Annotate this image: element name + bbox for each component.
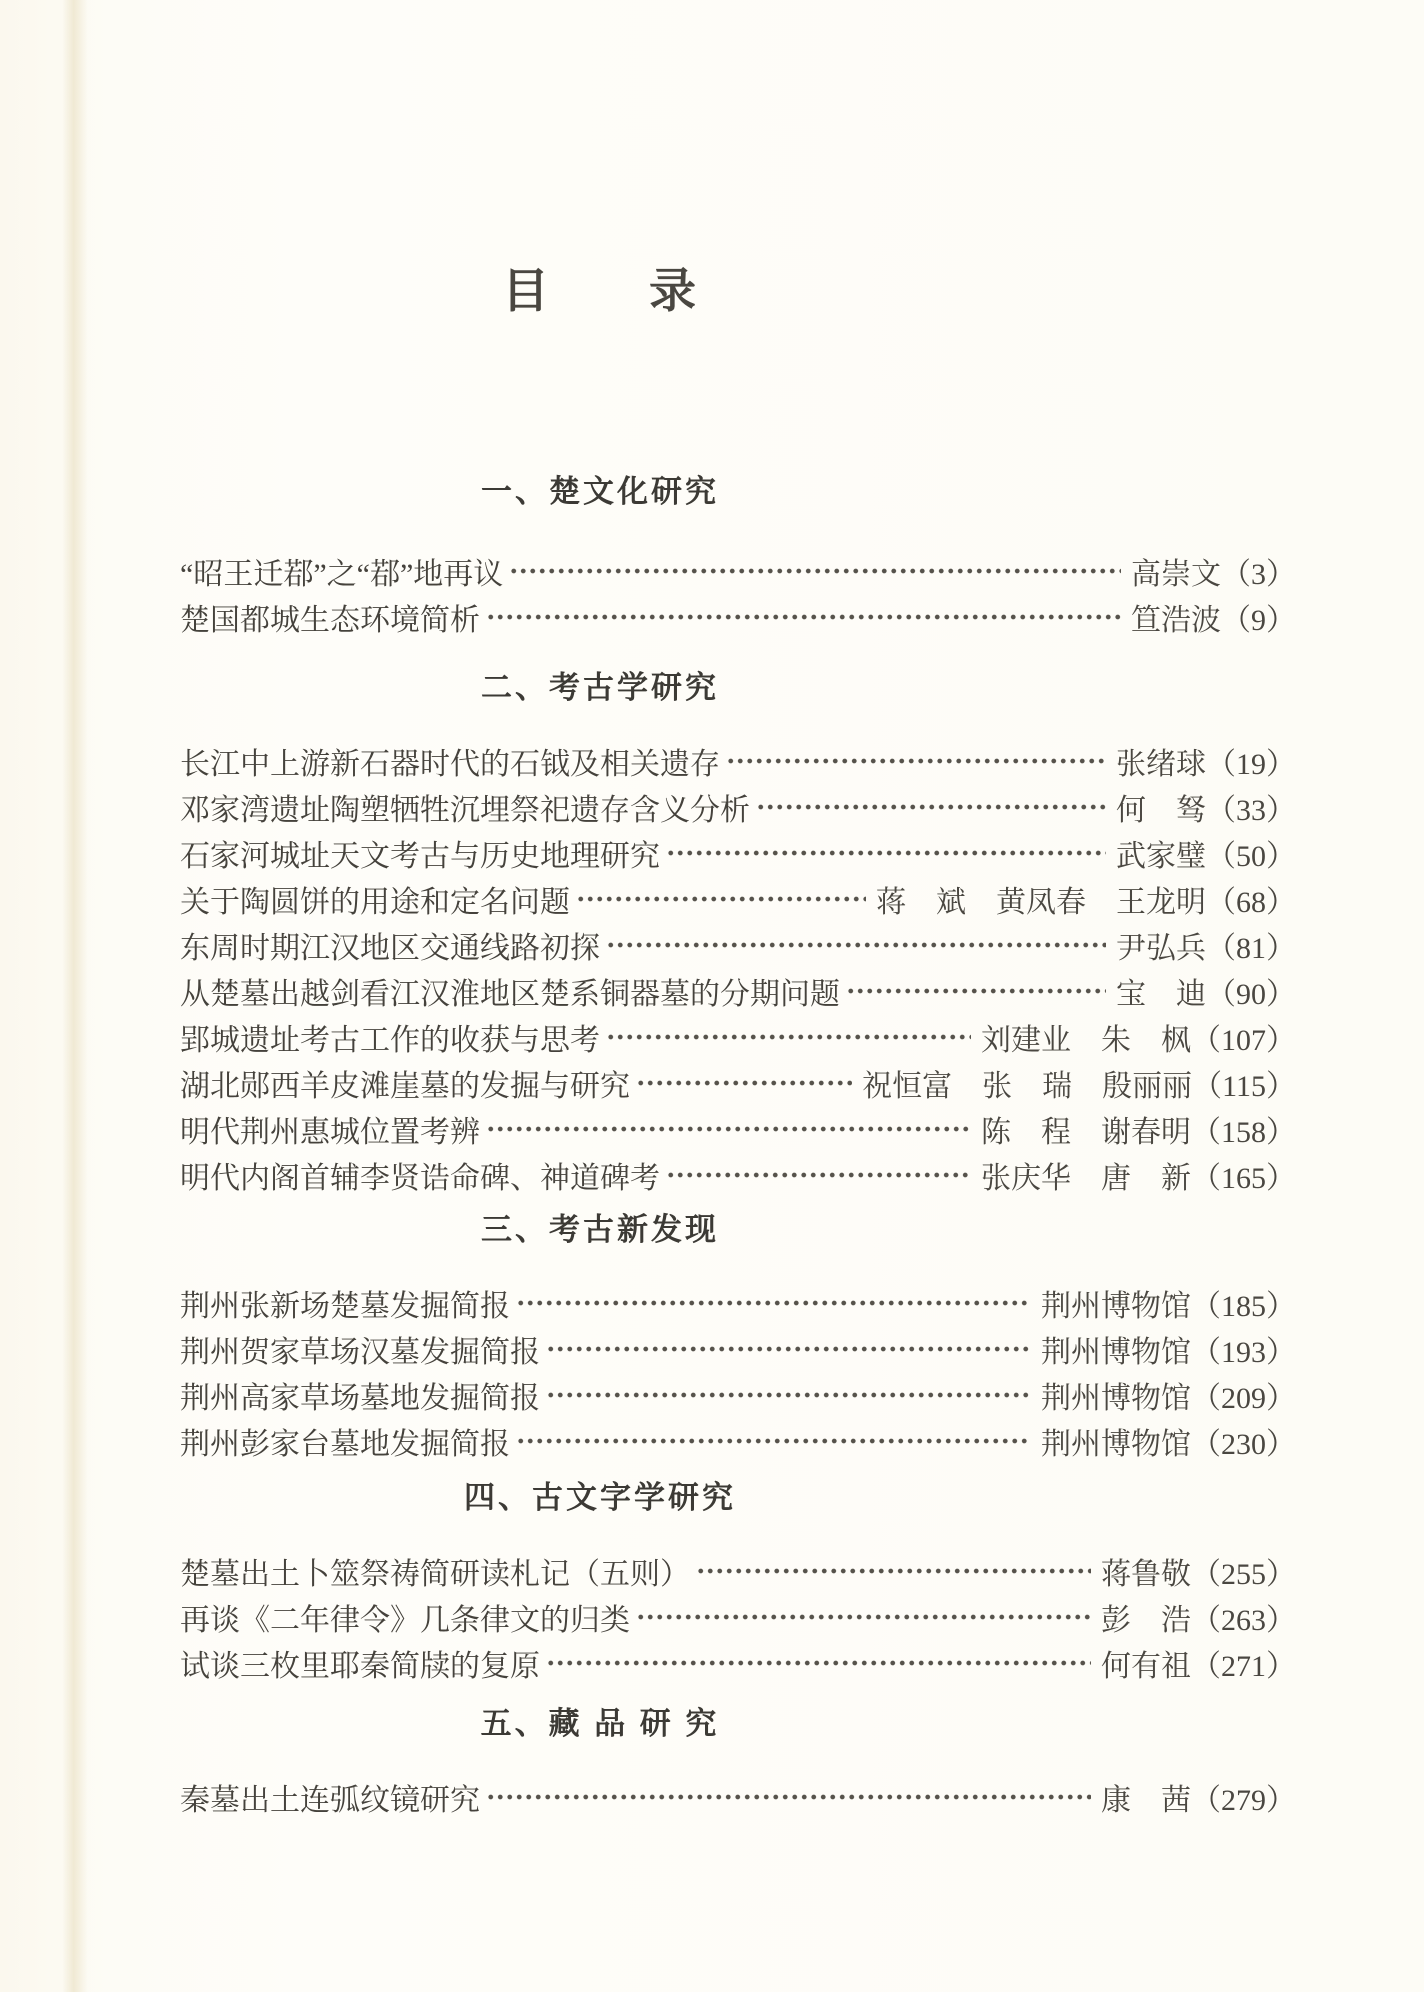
toc-entry — [180, 1106, 1296, 1152]
entry-author-page: 张庆华 唐 新（165） — [981, 1162, 1296, 1195]
dot-leader — [486, 1106, 971, 1152]
entry-title: 石家河城址天文考古与历史地理研究 — [180, 840, 660, 873]
entry-author-page: 荆州博物馆（185） — [1041, 1290, 1296, 1323]
entry-author-page: 笪浩波（9） — [1131, 604, 1296, 637]
toc-entry — [180, 1774, 1296, 1820]
entry-title: 荆州贺家草场汉墓发掘简报 — [180, 1336, 540, 1369]
entry-author-page: 武家璧（50） — [1116, 840, 1296, 873]
toc-section — [180, 1210, 1296, 1464]
dot-leader — [846, 968, 1106, 1014]
toc-entry — [180, 1594, 1296, 1640]
entry-author-page: 宝 迪（90） — [1116, 978, 1296, 1011]
entry-author-page: 康 茜（279） — [1101, 1784, 1296, 1817]
toc-section — [180, 472, 1296, 640]
toc-section — [180, 1704, 1296, 1820]
entry-title: 郢城遗址考古工作的收获与思考 — [180, 1024, 600, 1057]
dot-leader — [546, 1640, 1091, 1686]
dot-leader — [546, 1326, 1031, 1372]
toc-entry — [180, 594, 1296, 640]
section-entries — [180, 1774, 1296, 1820]
entry-title: 湖北郧西羊皮滩崖墓的发掘与研究 — [180, 1070, 630, 1103]
toc-section — [180, 1478, 1296, 1686]
entry-title: 从楚墓出越剑看江汉淮地区楚系铜器墓的分期问题 — [180, 978, 840, 1011]
toc-entry — [180, 738, 1296, 784]
toc-entry — [180, 968, 1296, 1014]
entry-author-page: 何 驽（33） — [1116, 794, 1296, 827]
entry-title: 荆州张新场楚墓发掘简报 — [180, 1290, 510, 1323]
dot-leader — [576, 876, 866, 922]
toc-sections — [180, 472, 1296, 1820]
entry-author-page: 陈 程 谢春明（158） — [981, 1116, 1296, 1149]
toc-entry — [180, 1326, 1296, 1372]
entry-author-page: 刘建业 朱 枫（107） — [981, 1024, 1296, 1057]
toc-entry — [180, 1418, 1296, 1464]
dot-leader — [486, 1774, 1091, 1820]
toc-entry — [180, 922, 1296, 968]
toc-entry — [180, 1060, 1296, 1106]
section-entries — [180, 1548, 1296, 1686]
section-entries — [180, 548, 1296, 640]
toc-entry — [180, 1372, 1296, 1418]
toc-entry — [180, 1640, 1296, 1686]
dot-leader — [726, 738, 1106, 784]
toc-entry — [180, 830, 1296, 876]
toc-entry — [180, 1152, 1296, 1198]
section-heading: 二、考古学研究 — [481, 670, 719, 705]
section-heading: 三、考古新发现 — [481, 1212, 719, 1247]
entry-author-page: 张绪球（19） — [1116, 748, 1296, 781]
entry-author-page: 何有祖（271） — [1101, 1650, 1296, 1683]
toc-entry — [180, 1014, 1296, 1060]
toc-entry — [180, 1280, 1296, 1326]
dot-leader — [606, 1014, 971, 1060]
dot-leader — [516, 1280, 1031, 1326]
entry-author-page: 蒋 斌 黄凤春 王龙明（68） — [876, 886, 1296, 919]
entry-title: “昭王迁鄀”之“鄀”地再议 — [180, 558, 504, 591]
entry-author-page: 蒋鲁敬（255） — [1101, 1558, 1296, 1591]
dot-leader — [606, 922, 1106, 968]
dot-leader — [516, 1418, 1031, 1464]
entry-author-page: 彭 浩（263） — [1101, 1604, 1296, 1637]
entry-title: 楚国都城生态环境简析 — [180, 604, 480, 637]
dot-leader — [666, 830, 1106, 876]
section-entries — [180, 1280, 1296, 1464]
dot-leader — [486, 594, 1121, 640]
dot-leader — [636, 1060, 852, 1106]
section-entries — [180, 738, 1296, 1198]
entry-author-page: 尹弘兵（81） — [1116, 932, 1296, 965]
toc-entry — [180, 784, 1296, 830]
entry-title: 荆州彭家台墓地发掘简报 — [180, 1428, 510, 1461]
toc-section — [180, 668, 1296, 1198]
entry-author-page: 荆州博物馆（209） — [1041, 1382, 1296, 1415]
entry-title: 长江中上游新石器时代的石钺及相关遗存 — [180, 748, 720, 781]
dot-leader — [636, 1594, 1091, 1640]
dot-leader — [546, 1372, 1031, 1418]
toc-entry — [180, 548, 1296, 594]
dot-leader — [756, 784, 1106, 830]
entry-title: 关于陶圆饼的用途和定名问题 — [180, 886, 570, 919]
section-heading: 一、楚文化研究 — [481, 474, 719, 509]
entry-title: 荆州高家草场墓地发掘简报 — [180, 1382, 540, 1415]
toc-entry — [180, 876, 1296, 922]
dot-leader — [666, 1152, 971, 1198]
entry-title: 明代内阁首辅李贤诰命碑、神道碑考 — [180, 1162, 660, 1195]
entry-author-page: 荆州博物馆（230） — [1041, 1428, 1296, 1461]
entry-author-page: 高崇文（3） — [1131, 558, 1296, 591]
entry-title: 明代荆州惠城位置考辨 — [180, 1116, 480, 1149]
section-heading: 四、古文字学研究 — [464, 1480, 736, 1515]
toc-entry — [180, 1548, 1296, 1594]
dot-leader — [696, 1548, 1091, 1594]
entry-title: 秦墓出土连弧纹镜研究 — [180, 1784, 480, 1817]
entry-title: 再谈《二年律令》几条律文的归类 — [180, 1604, 630, 1637]
entry-title: 楚墓出土卜筮祭祷简研读札记（五则） — [180, 1558, 690, 1591]
page-title: 目 录 — [502, 266, 698, 318]
entry-title: 邓家湾遗址陶塑牺牲沉埋祭祀遗存含义分析 — [180, 794, 750, 827]
dot-leader — [509, 548, 1121, 594]
entry-title: 东周时期江汉地区交通线路初探 — [180, 932, 600, 965]
entry-author-page: 荆州博物馆（193） — [1041, 1336, 1296, 1369]
entry-author-page: 祝恒富 张 瑞 殷丽丽（115） — [862, 1070, 1296, 1103]
section-heading: 五、藏 品 研 究 — [480, 1706, 720, 1741]
entry-title: 试谈三枚里耶秦简牍的复原 — [180, 1650, 540, 1683]
